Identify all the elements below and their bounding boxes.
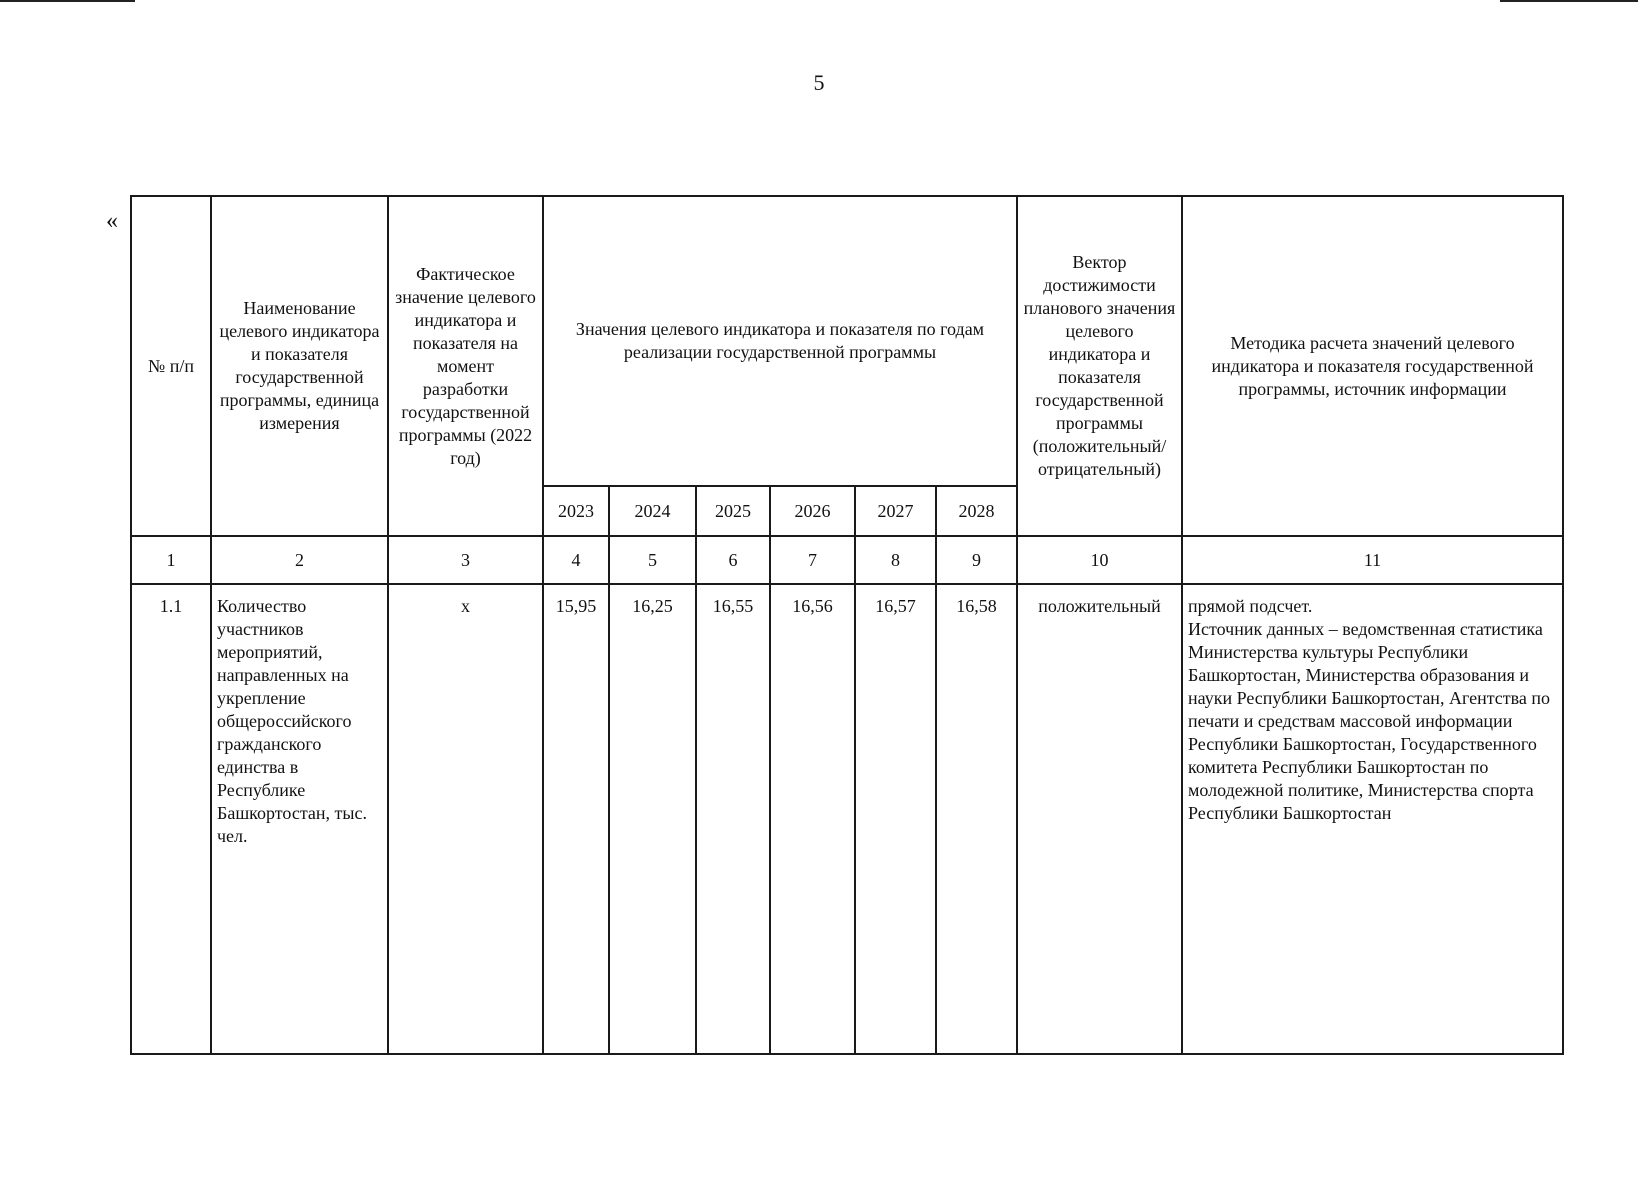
header-year: 2025 <box>696 486 770 536</box>
column-number-row <box>131 536 1563 584</box>
indicator-table <box>130 195 1564 1055</box>
value-2026: 16,56 <box>770 584 855 1054</box>
method-text: прямой подсчет. <box>1188 596 1313 616</box>
vector-value: положительный <box>1017 584 1182 1054</box>
column-number: 9 <box>936 536 1017 584</box>
opening-quote-mark: « <box>106 208 118 234</box>
column-number: 2 <box>211 536 388 584</box>
column-number: 11 <box>1182 536 1563 584</box>
value-2027: 16,57 <box>855 584 936 1054</box>
header-year: 2028 <box>936 486 1017 536</box>
header-year: 2027 <box>855 486 936 536</box>
column-number: 1 <box>131 536 211 584</box>
table-row <box>131 584 1563 1054</box>
header-indicator-name: Наименование целевого индикатора и показателя государственной программы, единица измерения <box>211 196 388 536</box>
column-number: 3 <box>388 536 543 584</box>
column-number: 4 <box>543 536 609 584</box>
indicator-name: Количество участников мероприятий, направленных на укрепление общероссийского гражданского единства в Республике Башкортостан, тыс. чел. <box>211 584 388 1054</box>
column-number: 7 <box>770 536 855 584</box>
column-number: 6 <box>696 536 770 584</box>
column-number: 10 <box>1017 536 1182 584</box>
value-2028: 16,58 <box>936 584 1017 1054</box>
value-2025: 16,55 <box>696 584 770 1054</box>
header-vector: Вектор достижимости планового значения целевого индикатора и показателя государственной программы (положительный/ отрицательный) <box>1017 196 1182 536</box>
methodology-cell <box>1182 584 1563 1054</box>
page-number: 5 <box>813 70 825 95</box>
actual-value: х <box>388 584 543 1054</box>
header-actual-value: Фактическое значение целевого индикатора и показателя на момент разработки государственной программы (2022 год) <box>388 196 543 536</box>
source-text: Источник данных – ведомственная статистика Министерства культуры Республики Башкортостан, Министерства образования и науки Республики Башкортостан, Агентства по печати и средствам массовой информации Республики Башкортостан, Государственного комитета Республики Башкортостан по молодежной политике, Министерства спорта Республики Башкортостан <box>1188 619 1551 823</box>
header-year: 2024 <box>609 486 696 536</box>
header-methodology: Методика расчета значений целевого индикатора и показателя государственной программы, источник информации <box>1182 196 1563 536</box>
value-2024: 16,25 <box>609 584 696 1054</box>
table-header-row <box>131 196 1563 486</box>
header-year: 2026 <box>770 486 855 536</box>
header-num: № п/п <box>131 196 211 536</box>
column-number: 8 <box>855 536 936 584</box>
column-number: 5 <box>609 536 696 584</box>
top-rule-left <box>0 0 135 2</box>
row-number: 1.1 <box>131 584 211 1054</box>
header-yearly-values: Значения целевого индикатора и показателя по годам реализации государственной программы <box>543 196 1017 486</box>
value-2023: 15,95 <box>543 584 609 1054</box>
header-year: 2023 <box>543 486 609 536</box>
top-rule-right <box>1500 0 1638 2</box>
